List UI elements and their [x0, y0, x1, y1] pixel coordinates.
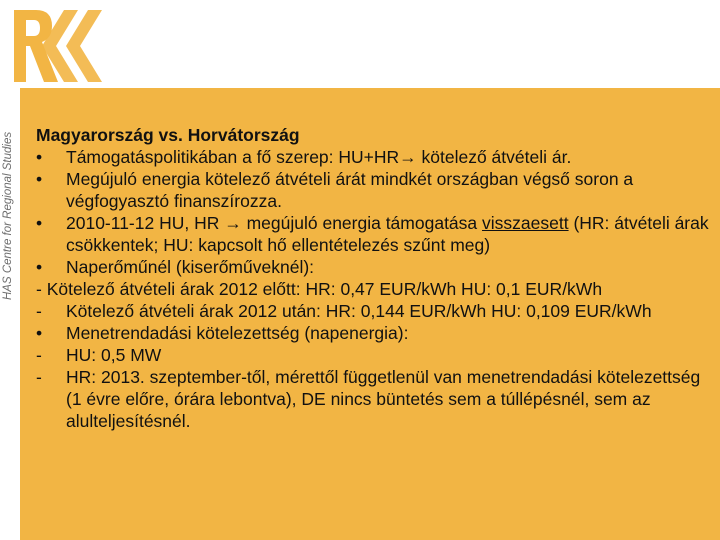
- list-item: [30, 256, 716, 278]
- list-item-text: Kötelező átvételi árak 2012 után: HR: 0,144 EUR/kWh HU: 0,109 EUR/kWh: [66, 301, 652, 321]
- bullet-marker: •: [36, 169, 43, 189]
- list-item: [30, 300, 716, 322]
- dash-marker: -: [36, 345, 42, 365]
- list-item: [30, 278, 716, 300]
- sidebar-vertical-text-container: [2, 0, 18, 540]
- list-item-text: HU: 0,5 MW: [66, 345, 162, 365]
- list-item: [30, 168, 716, 212]
- bullet-marker: •: [36, 213, 43, 233]
- list-item: [30, 146, 716, 168]
- list-item-text-underlined: visszaesett: [482, 213, 569, 233]
- list-item-text: HR: 2013. szeptember-től, mérettől függetlenül van menetrendadási kötelezettség (1 évre előre, órára lebontva), DE nincs büntetés sem a túllépésnél, sem az alulteljesítésnél.: [66, 367, 701, 431]
- bullet-marker: •: [36, 147, 43, 167]
- rkk-logo-icon: [6, 6, 118, 86]
- sidebar-vertical-text: HAS Centre for Regional Studies: [2, 131, 14, 300]
- list-item: [30, 212, 716, 256]
- list-item-text: Menetrendadási kötelezettség (napenergia):: [66, 323, 409, 343]
- list-item: [30, 322, 716, 344]
- bullet-marker: •: [36, 323, 43, 343]
- slide-content: [30, 124, 716, 432]
- list-item-text: - Kötelező átvételi árak 2012 előtt: HR: 0,47 EUR/kWh HU: 0,1 EUR/kWh: [36, 279, 603, 299]
- dash-marker: -: [36, 367, 42, 387]
- list-item-text: Támogatáspolitikában a fő szerep: HU+HR→ kötelező átvételi ár.: [66, 147, 572, 167]
- list-item: [30, 366, 716, 432]
- bullet-marker: •: [36, 257, 43, 277]
- list-item: [30, 344, 716, 366]
- slide-heading: Magyarország vs. Horvátország: [36, 125, 300, 145]
- list-item-text-after: (HR: átvételi árak csökkentek; HU: kapcsolt hő ellentételezés szűnt meg): [66, 213, 709, 255]
- list-item-text: Naperőműnél (kiserőműveknél):: [66, 257, 315, 277]
- list-item-text: Megújuló energia kötelező átvételi árát mindkét országban végső soron a végfogyasztó finanszírozza.: [66, 169, 634, 211]
- list-item-text-before: 2010-11-12 HU, HR → megújuló energia támogatása: [66, 213, 483, 233]
- dash-marker: -: [36, 301, 42, 321]
